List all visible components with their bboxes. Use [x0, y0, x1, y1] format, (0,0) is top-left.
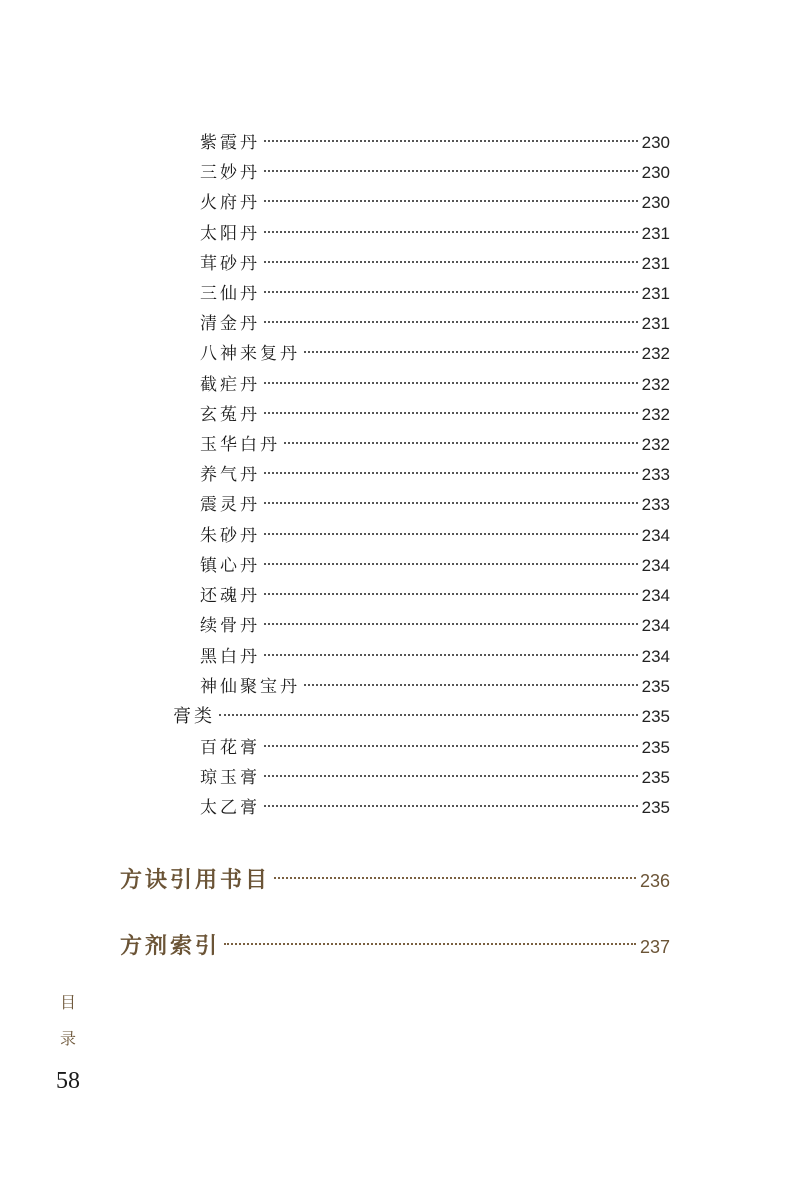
- toc-entry-title: 截疟丹: [200, 375, 260, 395]
- dot-leader: [264, 412, 638, 414]
- toc-entry[interactable]: [200, 160, 670, 186]
- toc-entry[interactable]: [200, 613, 670, 639]
- toc-entry[interactable]: [200, 583, 670, 609]
- dot-leader: [274, 877, 636, 879]
- toc-entry-page: 231: [641, 254, 670, 273]
- toc-entry-page: 234: [641, 526, 670, 545]
- toc-entry-page: 231: [641, 284, 670, 303]
- toc-entry[interactable]: [200, 765, 670, 791]
- toc-chapter-entry[interactable]: [120, 928, 670, 964]
- toc-entry-title: 琼玉膏: [200, 768, 260, 788]
- toc-entry-title: 八神来复丹: [200, 344, 300, 364]
- toc-entry[interactable]: [200, 251, 670, 277]
- toc-entry-page: 231: [641, 224, 670, 243]
- toc-entry[interactable]: [200, 130, 670, 156]
- toc-entry[interactable]: [200, 553, 670, 579]
- toc-entry[interactable]: [200, 281, 670, 307]
- toc-entry-title: 火府丹: [200, 193, 260, 213]
- toc-entry-title: 茸砂丹: [200, 254, 260, 274]
- toc-entry-page: 230: [641, 163, 670, 182]
- toc-entry-page: 235: [641, 738, 670, 757]
- toc-entry-title: 百花膏: [200, 738, 260, 758]
- toc-entry[interactable]: [200, 644, 670, 670]
- toc-entry[interactable]: [200, 795, 670, 821]
- toc-entry-title: 还魂丹: [200, 586, 260, 606]
- toc-entry-title: 太乙膏: [200, 798, 260, 818]
- page-number: 58: [56, 1068, 80, 1094]
- side-label-lu: 录: [60, 1029, 77, 1048]
- dot-leader: [264, 593, 638, 595]
- dot-leader: [264, 321, 638, 323]
- toc-entry-page: 234: [641, 647, 670, 666]
- dot-leader: [264, 805, 638, 807]
- toc-entry-page: 232: [641, 375, 670, 394]
- dot-leader: [304, 684, 638, 686]
- toc-section-entry[interactable]: [173, 704, 670, 730]
- dot-leader: [264, 382, 638, 384]
- dot-leader: [264, 472, 638, 474]
- toc-entry-title: 膏类: [173, 706, 215, 727]
- toc-entry-title: 三妙丹: [200, 163, 260, 183]
- toc-entry-page: 232: [641, 344, 670, 363]
- toc-entry-title: 镇心丹: [200, 556, 260, 576]
- toc-entry-title: 朱砂丹: [200, 526, 260, 546]
- toc-entry-page: 234: [641, 586, 670, 605]
- toc-entry-title: 紫霞丹: [200, 133, 260, 153]
- toc-entry[interactable]: [200, 432, 670, 458]
- dot-leader: [264, 200, 638, 202]
- toc-entry[interactable]: [200, 492, 670, 518]
- chapter-title: 方剂索引: [120, 933, 221, 959]
- toc-entry-page: 233: [641, 465, 670, 484]
- toc-entry-page: 235: [641, 677, 670, 696]
- toc-entry-title: 玉华白丹: [200, 435, 280, 455]
- toc-entry-page: 235: [641, 798, 670, 817]
- toc-entry-title: 养气丹: [200, 465, 260, 485]
- dot-leader: [219, 714, 638, 716]
- toc-entry-title: 玄菟丹: [200, 405, 260, 425]
- dot-leader: [224, 943, 636, 945]
- toc-entry-title: 震灵丹: [200, 495, 260, 515]
- toc-entry-title: 续骨丹: [200, 616, 260, 636]
- toc-entry-title: 太阳丹: [200, 224, 260, 244]
- chapter-title: 方诀引用书目: [120, 867, 271, 893]
- toc-entry[interactable]: [200, 221, 670, 247]
- chapter-page: 236: [639, 871, 670, 891]
- dot-leader: [264, 745, 638, 747]
- chapter-page: 237: [639, 937, 670, 957]
- toc-entry-page: 235: [641, 768, 670, 787]
- toc-entry[interactable]: [200, 190, 670, 216]
- dot-leader: [264, 533, 638, 535]
- toc-entry-title: 黑白丹: [200, 647, 260, 667]
- toc-entry-page: 234: [641, 556, 670, 575]
- toc-entry[interactable]: [200, 402, 670, 428]
- toc-entry-title: 清金丹: [200, 314, 260, 334]
- dot-leader: [264, 502, 638, 504]
- toc-chapter-entry[interactable]: [120, 862, 670, 898]
- dot-leader: [264, 140, 638, 142]
- toc-entry-page: 232: [641, 405, 670, 424]
- toc-entry[interactable]: [200, 341, 670, 367]
- toc-entry-title: 神仙聚宝丹: [200, 677, 300, 697]
- dot-leader: [264, 654, 638, 656]
- toc-entry-page: 234: [641, 616, 670, 635]
- toc-entry[interactable]: [200, 523, 670, 549]
- toc-entry-page: 231: [641, 314, 670, 333]
- dot-leader: [264, 623, 638, 625]
- dot-leader: [264, 291, 638, 293]
- toc-entry-page: 232: [641, 435, 670, 454]
- toc-entry[interactable]: [200, 462, 670, 488]
- dot-leader: [284, 442, 638, 444]
- toc-entry-page: 235: [641, 707, 670, 726]
- dot-leader: [264, 563, 638, 565]
- dot-leader: [264, 775, 638, 777]
- dot-leader: [304, 351, 638, 353]
- side-label-mu: 目: [60, 993, 77, 1012]
- dot-leader: [264, 231, 638, 233]
- toc-entry[interactable]: [200, 674, 670, 700]
- toc-entry[interactable]: [200, 311, 670, 337]
- toc-entry[interactable]: [200, 372, 670, 398]
- toc-entry-page: 233: [641, 495, 670, 514]
- dot-leader: [264, 170, 638, 172]
- toc-entry-title: 三仙丹: [200, 284, 260, 304]
- dot-leader: [264, 261, 638, 263]
- toc-entry-page: 230: [641, 193, 670, 212]
- toc-entry[interactable]: [200, 735, 670, 761]
- toc-entry-page: 230: [641, 133, 670, 152]
